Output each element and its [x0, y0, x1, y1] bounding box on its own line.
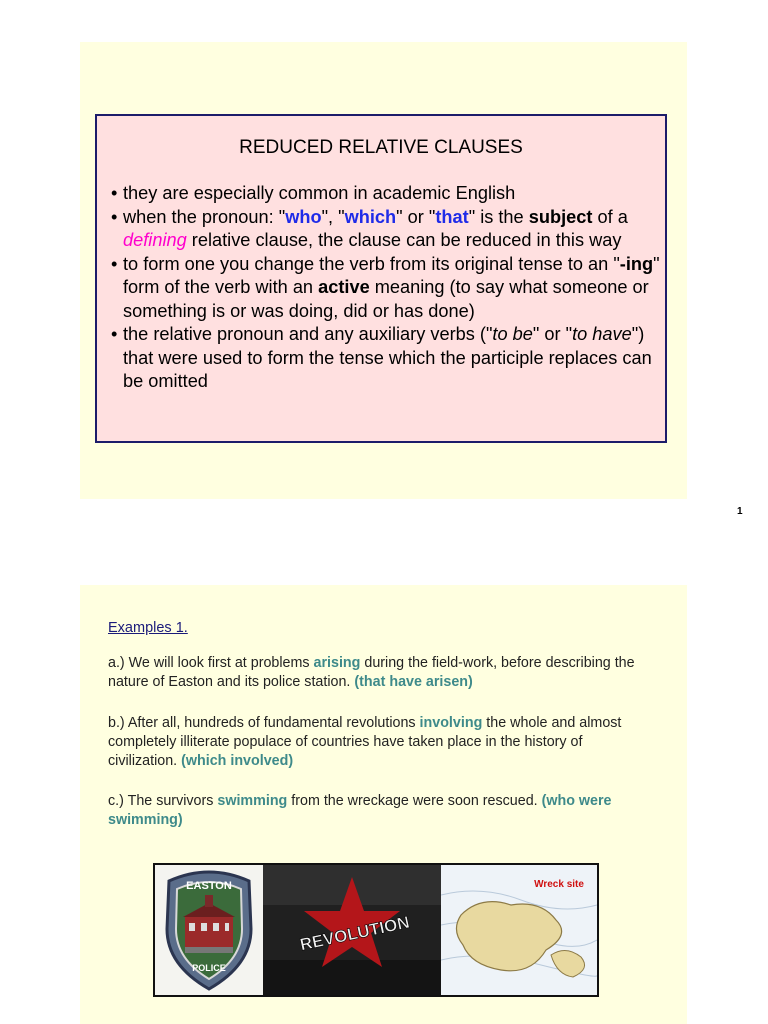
badge-top-text: EASTON: [186, 880, 232, 892]
slide-1: [80, 42, 687, 499]
paren-that-have-arisen: (that have arisen): [354, 674, 473, 691]
keyword-active: active: [318, 277, 370, 297]
slide-2: [80, 585, 687, 1024]
wreck-site-map-image: [441, 865, 597, 995]
keyword-defining: defining: [123, 230, 187, 250]
easton-police-badge-image: [155, 865, 263, 995]
highlight-swimming: swimming: [217, 793, 288, 809]
keyword-subject: subject: [528, 206, 593, 227]
example-c: c.) The survivors swimming from the wreckage were soon rescued. (who were swimming): [108, 793, 612, 829]
rules-list: [111, 182, 663, 394]
rule-box: [95, 114, 667, 443]
keyword-to-have: to have: [572, 324, 632, 344]
bullet-4: • the relative pronoun and any auxiliary verbs ("to be" or "to have") that were used to form the tense which the participle replaces can be omitted: [111, 323, 663, 394]
paren-who-were-swimming: (who were swimming): [108, 793, 612, 829]
badge-graphic: [155, 865, 263, 995]
bullet-3: • to form one you change the verb from its original tense to an "-ing" form of the verb with an active meaning (to say what someone or something is or was doing, did or has done): [111, 253, 663, 324]
highlight-involving: involving: [419, 715, 483, 731]
keyword-that: that: [435, 206, 469, 227]
wreck-site-label: Wreck site: [534, 879, 584, 890]
map-graphic: [441, 865, 597, 995]
keyword-who: who: [285, 206, 322, 227]
keyword-ing: -ing: [619, 253, 654, 274]
highlight-arising: arising: [313, 655, 361, 671]
bullet-1: • they are especially common in academic English: [111, 182, 663, 206]
badge-bottom-text: POLICE: [192, 963, 226, 973]
revolution-graphic: [263, 865, 441, 995]
slide-title: REDUCED RELATIVE CLAUSES: [239, 137, 523, 158]
paren-which-involved: (which involved): [181, 753, 294, 770]
examples-heading: Examples 1.: [108, 620, 188, 636]
example-b: b.) After all, hundreds of fundamental revolutions involving the whole and almost completely illiterate populace of countries have taken place in the history of civilization. (which involved): [108, 715, 622, 770]
keyword-which: which: [344, 206, 397, 227]
revolution-image: [263, 865, 441, 995]
illustration-strip: [153, 863, 599, 997]
revolution-text: REVOLUTION: [298, 912, 412, 955]
page-number: 1: [737, 506, 743, 517]
bullet-2: • when the pronoun: "who", "which" or "that" is the subject of a defining relative clause, the clause can be reduced in this way: [111, 206, 663, 253]
example-a: a.) We will look first at problems arising during the field-work, before describing the nature of Easton and its police station. (that have arisen): [108, 655, 635, 691]
keyword-to-be: to be: [492, 324, 533, 344]
